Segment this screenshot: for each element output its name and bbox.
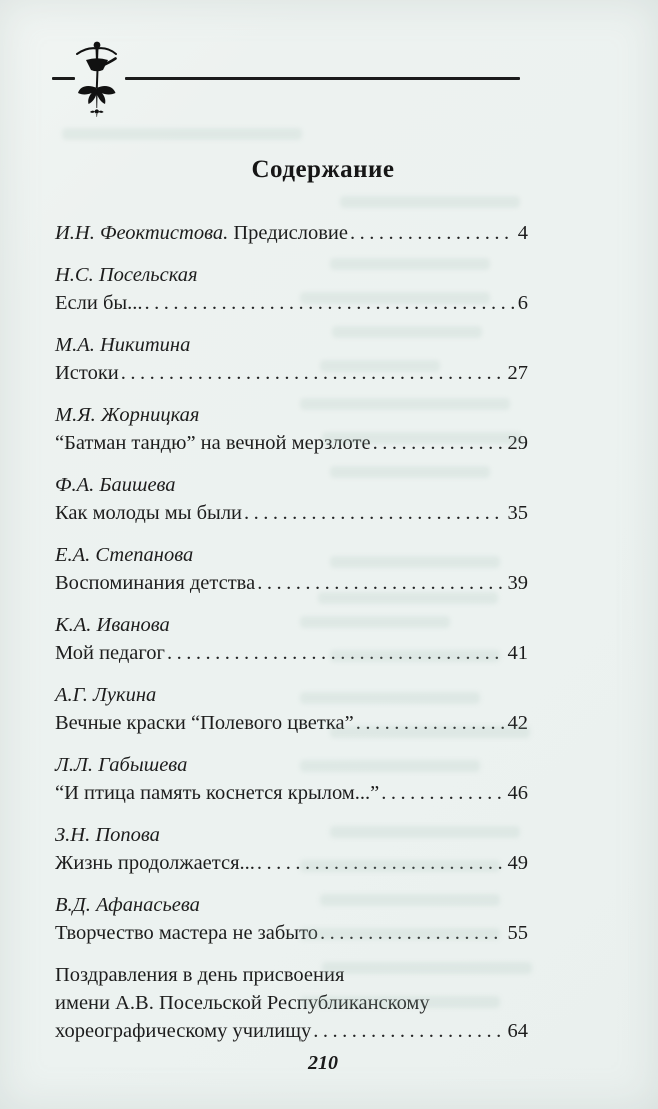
toc-entry-title: Вечные краски “Полевого цветка” [55, 712, 354, 734]
toc-entry-title: Как молоды мы были [55, 502, 243, 524]
dot-leader [121, 359, 504, 387]
dot-leader [350, 219, 514, 247]
toc-entry-title: Истоки [55, 362, 119, 384]
toc-entry-row [55, 219, 528, 247]
toc-entry-page: 35 [507, 502, 528, 524]
toc-entry-author: Ф.А. Баишева [55, 474, 176, 496]
toc-entry-row [55, 919, 528, 947]
toc-entry-title-line: имени А.В. Посельской Республиканскому [55, 992, 430, 1014]
toc-entry-row [55, 639, 528, 667]
toc-entry-page: 42 [507, 712, 528, 734]
toc-entry-row [55, 499, 528, 527]
ornament-rule-right [125, 77, 520, 80]
toc-entry [55, 471, 528, 527]
toc-entry [55, 611, 528, 667]
dot-leader [313, 1017, 503, 1045]
dot-leader [381, 779, 503, 807]
toc-entry-row [55, 849, 528, 877]
toc-entry [55, 331, 528, 387]
toc-entry-author: Н.С. Посельская [55, 264, 198, 286]
dot-leader [373, 429, 504, 457]
toc-entry-author: И.Н. Феоктистова. [55, 222, 229, 244]
toc-entry-author: В.Д. Афанасьева [55, 894, 200, 916]
toc-entry-author: М.Я. Жорницкая [55, 404, 200, 426]
dot-leader [320, 919, 503, 947]
toc-entry-page: 46 [507, 782, 528, 804]
toc-entry-title: Если бы... [55, 292, 143, 314]
toc-entry-author: А.Г. Лукина [55, 684, 157, 706]
toc-entry-title: хореографическому училищу [55, 1020, 312, 1042]
toc-entry-title: Мой педагог [55, 642, 165, 664]
toc-entry-title: Жизнь продолжается... [55, 852, 255, 874]
toc-entry-page: 41 [507, 642, 528, 664]
ballerina-ornament-icon [70, 40, 122, 118]
toc-entry-title: “И птица память коснется крылом...” [55, 782, 380, 804]
toc-entry-title: Творчество мастера не забыто [55, 922, 319, 944]
toc-entry [55, 891, 528, 947]
dot-leader [244, 499, 503, 527]
toc-entry-title: Воспоминания детства [55, 572, 256, 594]
toc-entry-page: 27 [507, 362, 528, 384]
toc-entry-author: Е.А. Степанова [55, 544, 194, 566]
toc-entry [55, 541, 528, 597]
verso-showthrough [340, 196, 520, 208]
toc-entry-row [55, 289, 528, 317]
chapter-header-ornament [0, 0, 658, 140]
toc-entry [55, 751, 528, 807]
toc-entry-title: И.Н. Феоктистова. Предисловие [55, 222, 348, 244]
toc-entry [55, 401, 528, 457]
dot-leader [167, 639, 504, 667]
toc-entry-page: 49 [507, 852, 528, 874]
toc-entry-page: 64 [507, 1020, 528, 1042]
page-number: 210 [308, 1052, 338, 1074]
toc-entry-row [55, 779, 528, 807]
toc-entry-row [55, 1017, 528, 1045]
toc-title: Содержание [251, 156, 395, 183]
dot-leader [356, 709, 504, 737]
toc-entry-page: 4 [517, 222, 528, 244]
toc-entry-row [55, 429, 528, 457]
toc-entry-page: 6 [517, 292, 528, 314]
toc-entry-title-line: Поздравления в день присвоения [55, 964, 345, 986]
toc-entry-author: К.А. Иванова [55, 614, 170, 636]
toc-entry-page: 29 [507, 432, 528, 454]
toc-entry-page: 39 [507, 572, 528, 594]
toc-entry-author: Л.Л. Габышева [55, 754, 188, 776]
toc-entry [55, 681, 528, 737]
toc-entry [55, 219, 528, 247]
toc-entries [55, 219, 528, 1059]
toc-entry [55, 261, 528, 317]
toc-entry [55, 961, 528, 1045]
dot-leader [145, 289, 514, 317]
toc-entry-author: М.А. Никитина [55, 334, 191, 356]
toc-entry-row [55, 359, 528, 387]
dot-leader [257, 849, 504, 877]
toc-entry-row [55, 709, 528, 737]
dot-leader [257, 569, 503, 597]
toc-entry-page: 55 [507, 922, 528, 944]
toc-entry [55, 821, 528, 877]
toc-entry-author: З.Н. Попова [55, 824, 160, 846]
toc-entry-row [55, 569, 528, 597]
toc-entry-title: “Батман тандю” на вечной мерзлоте [55, 432, 371, 454]
